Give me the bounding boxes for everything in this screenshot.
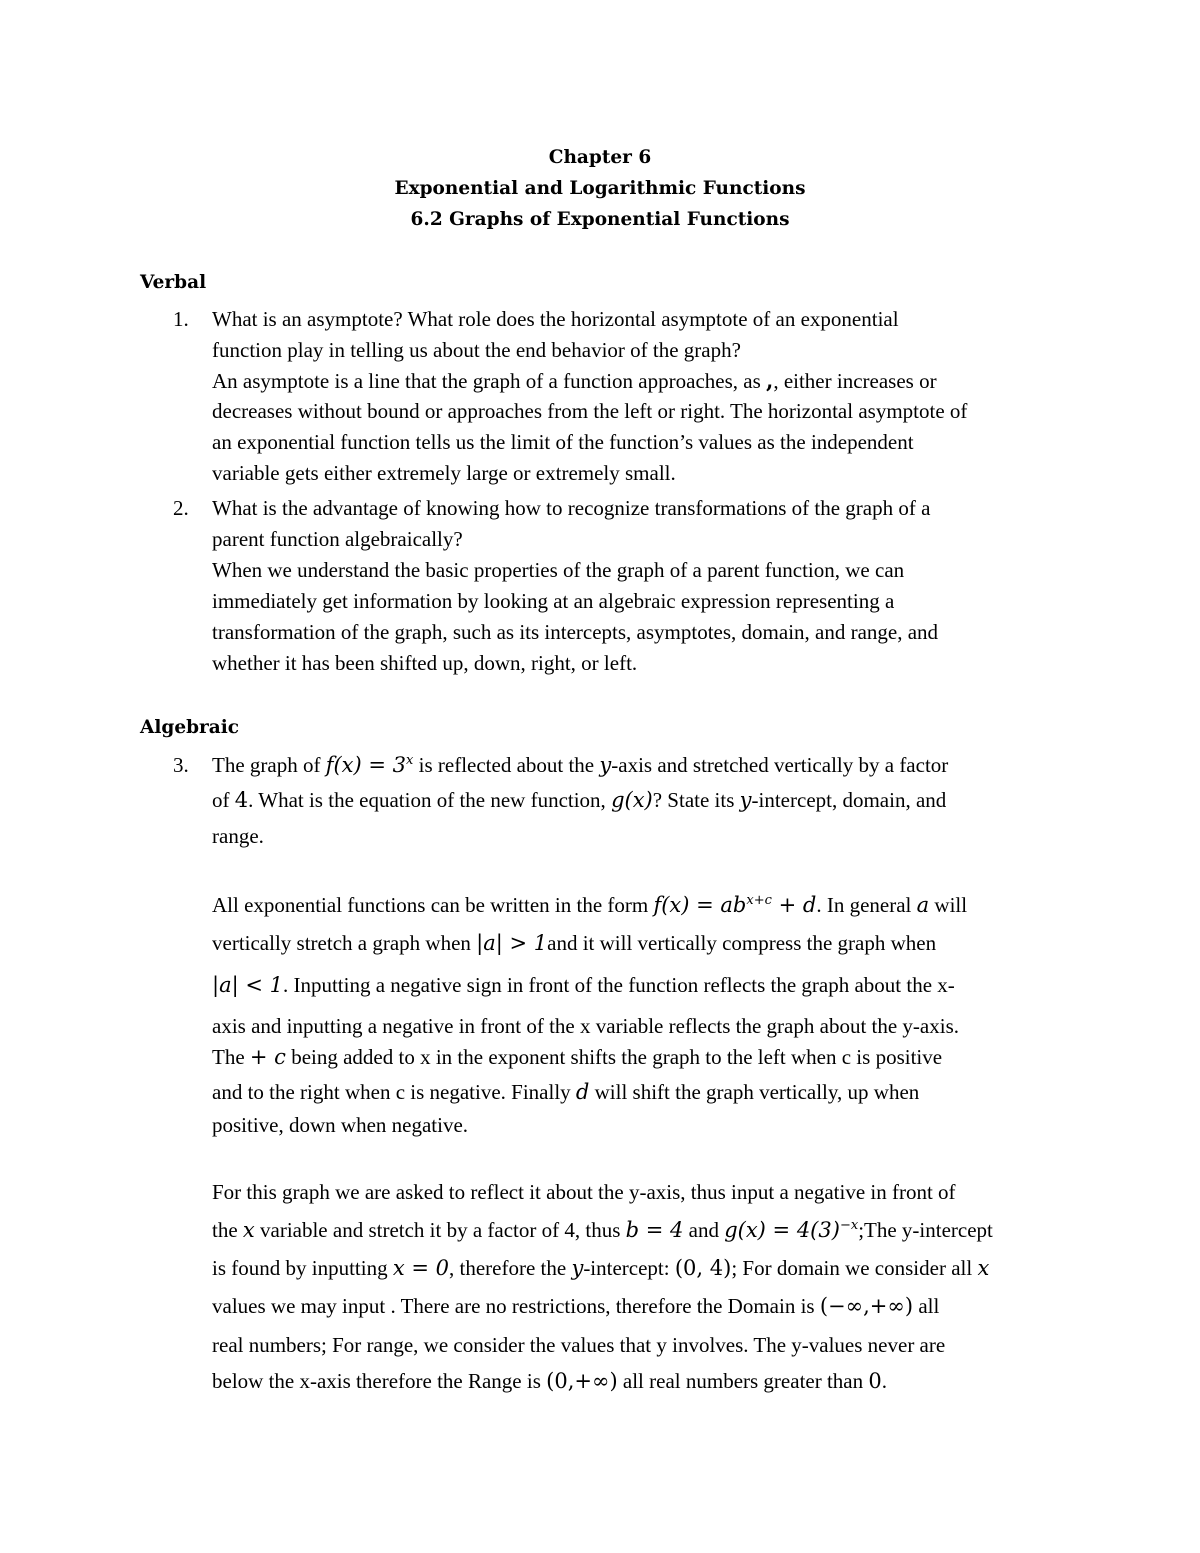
compress-condition: |a| < 1 xyxy=(212,973,283,997)
explanation-line xyxy=(212,893,967,918)
question-3-text: . What is the equation of the new function, xyxy=(248,788,612,812)
explanation-line: axis and inputting a negative in front of the x variable reflects the graph about the y-axis. xyxy=(212,1014,960,1038)
explanation-line xyxy=(212,973,955,998)
answer-2-line: When we understand the basic properties of the graph of a parent function, we can xyxy=(212,558,905,582)
solution-text: ;The y-intercept xyxy=(858,1218,993,1242)
solution-text: , therefore the xyxy=(449,1256,572,1280)
question-3-line xyxy=(212,788,946,813)
explanation-text: will shift the graph vertically, up when xyxy=(589,1080,920,1104)
document-header xyxy=(0,142,1200,235)
answer-1-line: variable gets either extremely large or extremely small. xyxy=(212,461,676,485)
question-2-line: parent function algebraically? xyxy=(212,527,463,551)
explanation-line xyxy=(212,1080,919,1105)
range-interval: (0,+∞) xyxy=(546,1369,618,1393)
stretch-condition: |a| > 1 xyxy=(476,931,548,955)
explanation-text: . Inputting a negative sign in front of the function reflects the graph about the x- xyxy=(282,973,955,997)
answer-2-line: immediately get information by looking at an algebraic expression representing a xyxy=(212,589,895,613)
chapter-title: Chapter 6 xyxy=(548,147,652,168)
explanation-text: being added to x in the exponent shifts the graph to the left when c is positive xyxy=(285,1045,943,1069)
section-title: 6.2 Graphs of Exponential Functions xyxy=(410,209,790,230)
g-equation-exponent: −x xyxy=(839,1218,859,1233)
solution-line xyxy=(212,1218,993,1243)
question-1-line: What is an asymptote? What role does the horizontal asymptote of an exponential xyxy=(212,307,899,331)
explanation-line: positive, down when negative. xyxy=(212,1113,469,1137)
solution-text: variable and stretch it by a factor of 4, thus xyxy=(254,1218,626,1242)
explanation-line xyxy=(212,931,936,956)
solution-text: below the x-axis therefore the Range is xyxy=(212,1369,547,1393)
question-3-text: ? State its xyxy=(652,788,740,812)
zero-value: 0 xyxy=(868,1369,882,1393)
explanation-text: . In general xyxy=(816,893,917,917)
question-1-number: 1. xyxy=(173,307,189,331)
subject-title: Exponential and Logarithmic Functions xyxy=(394,178,806,199)
solution-text: all real numbers greater than xyxy=(617,1369,869,1393)
a-variable: a xyxy=(916,893,930,917)
answer-2-line: whether it has been shifted up, down, right, or left. xyxy=(212,651,638,675)
domain-interval: (−∞,+∞) xyxy=(819,1294,914,1318)
y-variable: y xyxy=(739,788,752,812)
question-3-text: of xyxy=(212,788,235,812)
answer-1-line: an exponential function tells us the limit of the function’s values as the independent xyxy=(212,430,914,454)
answer-1-line: decreases without bound or approaches from the left or right. The horizontal asymptote of xyxy=(212,399,968,423)
solution-text: the xyxy=(212,1218,243,1242)
stretch-factor: 4 xyxy=(234,788,249,812)
b-equation: b = 4 xyxy=(625,1218,684,1242)
question-2-number: 2. xyxy=(173,496,189,520)
y-variable: y xyxy=(571,1256,584,1280)
solution-line: real numbers; For range, we consider the values that y involves. The y-values never are xyxy=(212,1333,946,1357)
algebraic-heading: Algebraic xyxy=(140,717,240,738)
question-3-line: range. xyxy=(212,824,264,848)
y-variable: y xyxy=(599,753,612,777)
solution-text: is found by inputting xyxy=(212,1256,393,1280)
g-equation xyxy=(724,1218,858,1242)
question-3-text: The graph of xyxy=(212,753,326,777)
g-equation-base: g(x) = 4(3) xyxy=(724,1218,840,1242)
comma-glyph: , xyxy=(766,368,774,393)
answer-2-line: transformation of the graph, such as its intercepts, asymptotes, domain, and range, and xyxy=(212,620,939,644)
d-variable: d xyxy=(575,1080,590,1104)
general-form-base: f(x) = ab xyxy=(653,893,747,917)
function-f-expression xyxy=(326,753,414,777)
solution-text: all xyxy=(913,1294,940,1318)
solution-text: . xyxy=(881,1369,887,1393)
solution-text: values we may input . There are no restrictions, therefore the Domain is xyxy=(212,1294,820,1318)
general-form-exponent: x+c xyxy=(746,893,772,908)
solution-text: and xyxy=(683,1218,725,1242)
verbal-heading: Verbal xyxy=(140,272,207,293)
question-3-number: 3. xyxy=(173,753,189,777)
explanation-text: and to the right when c is negative. Finally xyxy=(212,1080,576,1104)
solution-line xyxy=(212,1369,887,1394)
question-3-text: -intercept, domain, and xyxy=(751,788,947,812)
y-intercept-value: (0, 4) xyxy=(674,1256,732,1280)
explanation-text: will xyxy=(929,893,968,917)
explanation-text: The xyxy=(212,1045,250,1069)
solution-line xyxy=(212,1294,939,1319)
question-3-text: is reflected about the xyxy=(413,753,600,777)
plus-c-term: + c xyxy=(249,1045,286,1069)
explanation-text: and it will vertically compress the graph when xyxy=(547,931,937,955)
answer-1-text: , either increases or xyxy=(773,369,937,393)
solution-line xyxy=(212,1256,989,1281)
explanation-text: All exponential functions can be written in the form xyxy=(212,893,654,917)
x-variable: x xyxy=(977,1256,990,1280)
question-2-line: What is the advantage of knowing how to recognize transformations of the graph of a xyxy=(212,496,931,520)
answer-1-text: An asymptote is a line that the graph of a function approaches, as xyxy=(212,369,766,393)
solution-line: For this graph we are asked to reflect it about the y-axis, thus input a negative in front of xyxy=(212,1180,956,1204)
general-form-tail: + d xyxy=(771,893,817,917)
general-form-expression xyxy=(653,893,816,917)
question-1-line: function play in telling us about the end behavior of the graph? xyxy=(212,338,741,362)
x-variable: x xyxy=(242,1218,255,1242)
answer-1-line xyxy=(212,368,937,394)
function-f-base: f(x) = 3 xyxy=(325,753,407,777)
solution-text: -intercept: xyxy=(583,1256,675,1280)
question-3-text: -axis and stretched vertically by a factor xyxy=(611,753,949,777)
function-g-expression: g(x) xyxy=(611,788,653,812)
solution-text: ; For domain we consider all xyxy=(731,1256,978,1280)
explanation-text: vertically stretch a graph when xyxy=(212,931,477,955)
question-3-line xyxy=(212,753,948,778)
function-f-exponent: x xyxy=(406,753,414,768)
x-zero-equation: x = 0 xyxy=(392,1256,449,1280)
explanation-line xyxy=(212,1045,942,1070)
